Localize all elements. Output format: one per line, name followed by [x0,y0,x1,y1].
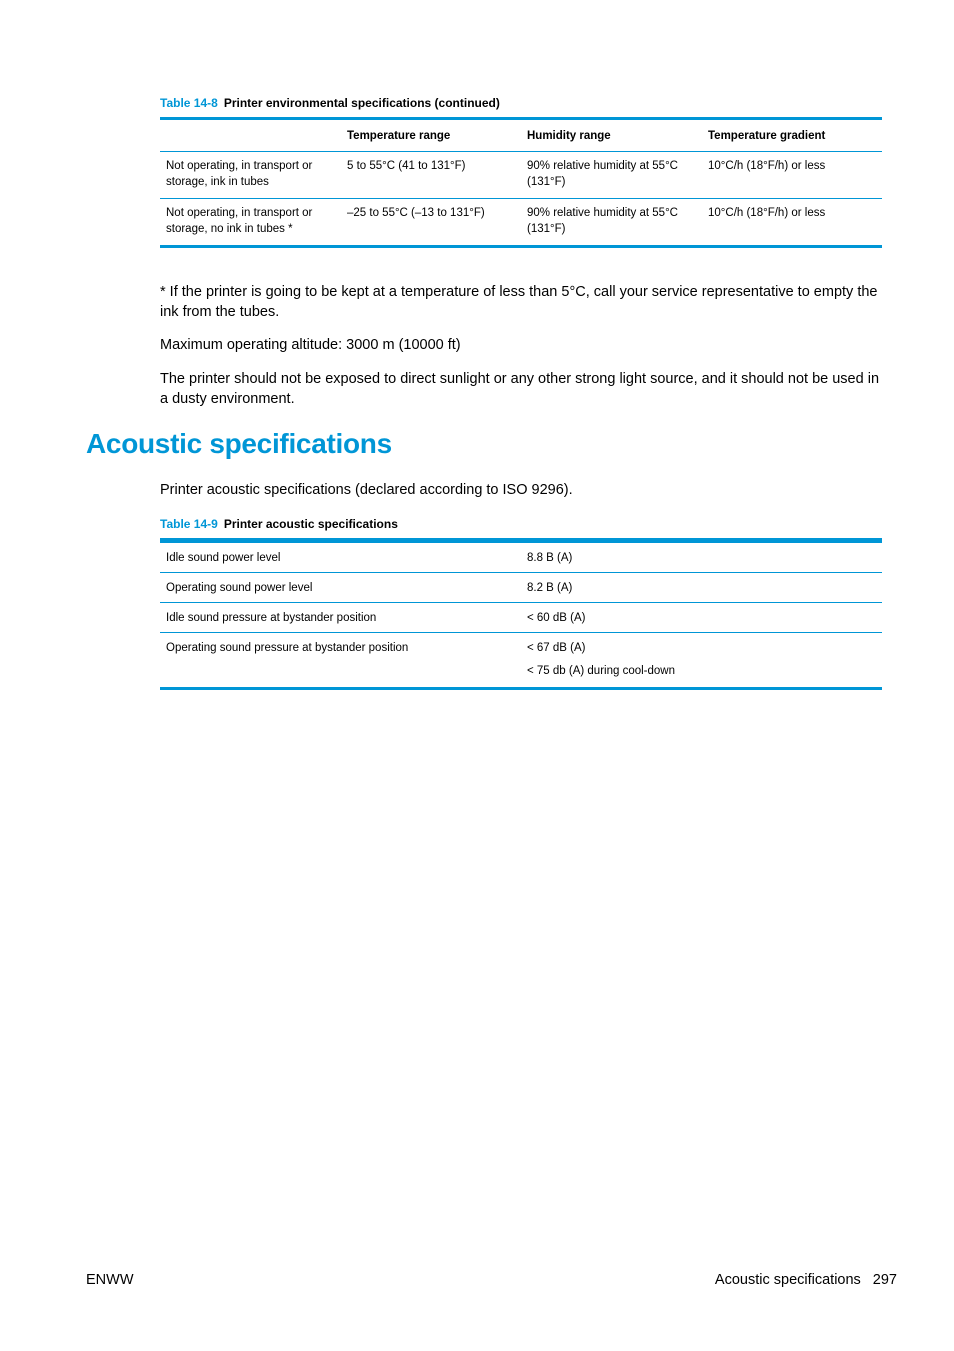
table-cell: 90% relative humidity at 55°C (131°F) [527,207,678,235]
table-cell: 5 to 55°C (41 to 131°F) [341,152,521,199]
table-header-row [160,119,882,152]
table-cell: Operating sound pressure at bystander position [166,641,409,654]
table-row [160,199,882,247]
environment-paragraph: The printer should not be exposed to direct sunlight or any other strong light source, and it should not be used in a dusty environment. [160,371,880,407]
page-number: 297 [872,1272,897,1288]
table-cell: Not operating, in transport or storage, no ink in tubes * [166,207,313,235]
footnote-paragraph: * If the printer is going to be kept at a temperature of less than 5°C, call your service representative to empty the ink from the tubes. [160,284,878,320]
table-row [160,662,882,689]
acoustic-spec-table [160,538,882,690]
footer-left-label: ENWW [86,1272,134,1288]
section-title: Acoustic specifications [86,428,392,459]
section-intro: Printer acoustic specifications (declared according to ISO 9296). [160,482,573,498]
table-row [160,633,882,663]
environmental-spec-table [160,117,882,248]
table-cell: Idle sound pressure at bystander position [160,603,521,633]
table-cell: 8.8 B (A) [521,541,882,573]
env-table-title: Printer environmental specifications (continued) [223,96,500,110]
column-header: Temperature range [341,119,521,152]
env-table-caption [160,96,500,110]
altitude-paragraph: Maximum operating altitude: 3000 m (10000 ft) [160,337,461,353]
footer-section-name: Acoustic specifications [714,1272,861,1288]
table-row [160,152,882,199]
table-row [160,603,882,633]
column-header: Temperature gradient [702,119,882,152]
table-cell: Idle sound power level [160,541,521,573]
table-cell [160,662,521,689]
table-row [160,573,882,603]
column-header [160,119,341,152]
table-cell: Operating sound power level [160,573,521,603]
table-cell: 90% relative humidity at 55°C (131°F) [521,152,702,199]
table-row [160,541,882,573]
aco-table-title: Printer acoustic specifications [223,517,398,531]
env-table-number: Table 14-8 [160,96,218,110]
table-cell: < 75 db (A) during cool-down [527,664,675,677]
table-cell: 8.2 B (A) [521,573,882,603]
table-cell: < 60 dB (A) [521,603,882,633]
column-header: Humidity range [521,119,702,152]
table-cell: Not operating, in transport or storage, ink in tubes [160,152,341,199]
aco-table-number: Table 14-9 [160,517,218,531]
table-cell: 10°C/h (18°F/h) or less [708,207,826,219]
table-cell: < 67 dB (A) [527,641,586,654]
table-cell: –25 to 55°C (–13 to 131°F) [347,207,485,219]
footer-right [715,1272,897,1288]
table-cell: 10°C/h (18°F/h) or less [702,152,882,199]
aco-table-caption [160,517,398,531]
